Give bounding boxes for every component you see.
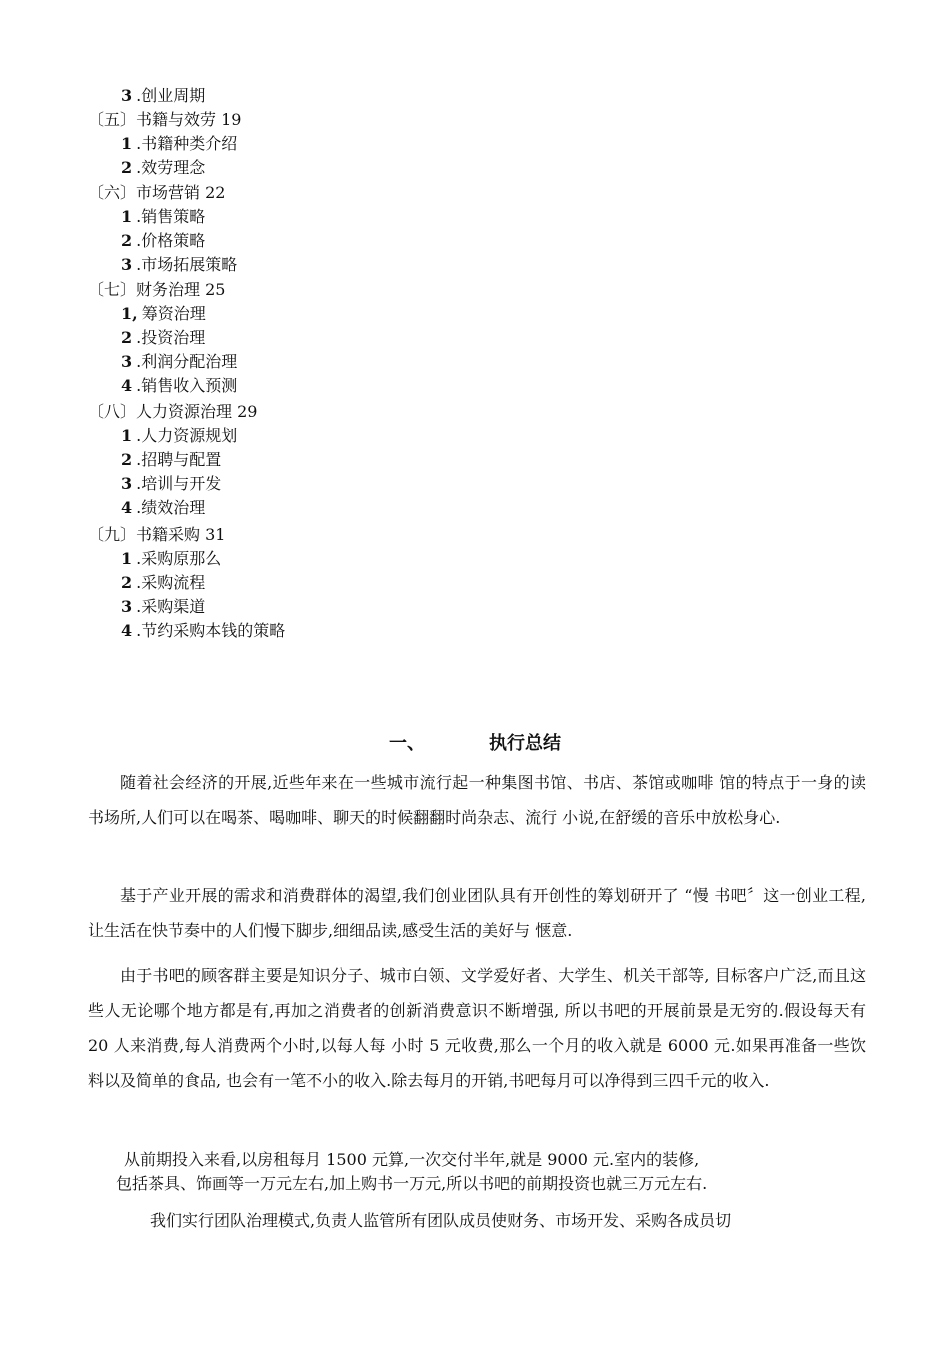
- toc-section[interactable]: 〔七〕财务治理 25: [88, 280, 226, 299]
- toc-item[interactable]: 4 .绩效治理: [121, 498, 206, 517]
- toc-item[interactable]: 2 .采购流程: [121, 573, 206, 592]
- toc-item[interactable]: 3 .利润分配治理: [121, 352, 238, 371]
- paragraph-line: 从前期投入来看,以房租每月 1500 元算,一次交付半年,就是 9000 元.室内的装修,: [124, 1150, 700, 1169]
- toc-item[interactable]: 1 .销售策略: [121, 207, 206, 226]
- toc-section[interactable]: 〔八〕人力资源治理 29: [88, 402, 258, 421]
- paragraph: 由于书吧的顾客群主要是知识分子、城市白领、文学爱好者、大学生、机关干部等, 目标客户广泛,而且这些人无论哪个地方都是有,再加之消费者的创新消费意识不断增强, 所以书吧的开展前景是无穷的.假设每天有 20 人来消费,每人消费两个小时,以每人每 小时 5 元收费,那么一个月的收入就是 6000 元.如果再准备一些饮料以及简单的食品, 也会有一笔不小的收入.除去每月的开销,书吧每月可以净得到三四千元的收入.: [88, 966, 866, 1090]
- toc-item[interactable]: 2 .投资治理: [121, 328, 206, 347]
- toc-item[interactable]: 2 .招聘与配置: [121, 450, 222, 469]
- section-title: 执行总结: [489, 733, 561, 754]
- toc-item[interactable]: 4 .节约采购本钱的策略: [121, 621, 286, 640]
- toc-item[interactable]: 2 .价格策略: [121, 231, 206, 250]
- section-number: 一、: [389, 733, 425, 754]
- paragraph: 基于产业开展的需求和消费群体的渴望,我们创业团队具有开创性的筹划研开了 “慢 书吧〞这一创业工程,让生活在快节奏中的人们慢下脚步,细细品读,感受生活的美好与 惬意.: [88, 886, 866, 940]
- toc-item[interactable]: 3 .培训与开发: [121, 474, 222, 493]
- paragraph-line: 我们实行团队治理模式,负责人监管所有团队成员使财务、市场开发、采购各成员切: [150, 1211, 732, 1230]
- paragraph-line: 包括茶具、饰画等一万元左右,加上购书一万元,所以书吧的前期投资也就三万元左右.: [116, 1174, 708, 1193]
- toc-section[interactable]: 〔九〕书籍采购 31: [88, 525, 226, 544]
- section-heading: [0, 732, 950, 756]
- toc-item[interactable]: 1, 筹资治理: [121, 304, 206, 323]
- toc-item[interactable]: 3 .市场拓展策略: [121, 255, 238, 274]
- toc-item[interactable]: 4 .销售收入预测: [121, 376, 238, 395]
- paragraph: 随着社会经济的开展,近些年来在一些城市流行起一种集图书馆、书店、茶馆或咖啡 馆的特点于一身的读书场所,人们可以在喝茶、喝咖啡、聊天的时候翻翻时尚杂志、流行 小说,在舒缓的音乐中放松身心.: [88, 773, 866, 827]
- toc-item[interactable]: 2 .效劳理念: [121, 158, 206, 177]
- toc-item[interactable]: 3 .采购渠道: [121, 597, 206, 616]
- toc-item[interactable]: 1 .采购原那么: [121, 549, 222, 568]
- toc-item[interactable]: 3 .创业周期: [121, 86, 206, 105]
- toc-section[interactable]: 〔五〕书籍与效劳 19: [88, 110, 242, 129]
- toc-item[interactable]: 1 .人力资源规划: [121, 426, 238, 445]
- toc-item[interactable]: 1 .书籍种类介绍: [121, 134, 238, 153]
- toc-section[interactable]: 〔六〕市场营销 22: [88, 183, 226, 202]
